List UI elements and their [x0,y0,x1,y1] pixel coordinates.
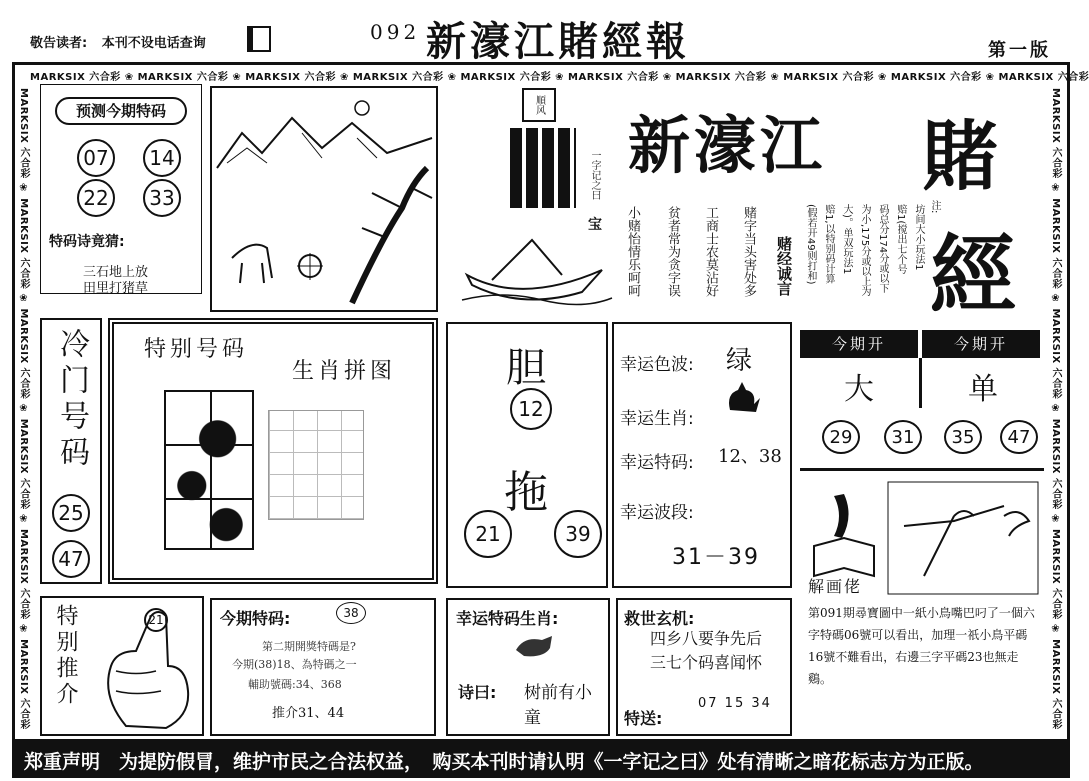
today-line: 輔助號碼:34、368 [248,678,342,691]
current-number: 31 [884,420,922,454]
hand-illustration [96,606,196,732]
lucky-zodiac-poem-label: 诗曰: [458,683,497,702]
note-col: 大)。单双玩法1 [841,204,852,275]
note-label: 注: [929,200,940,214]
current-tab: 今期开 [922,330,1040,358]
stamp-poem-block [510,128,576,208]
current-number: 29 [822,420,860,454]
forecast-number: 14 [143,139,181,177]
stamp-tag: 一字记之曰 [589,150,600,200]
finger-number: 21 [144,608,168,632]
current-number: 47 [1000,420,1038,454]
poem-label: 特码诗竟猜: [49,234,125,250]
poem-col: 赌字当头害处多 [741,206,756,297]
current-results [800,330,1040,470]
today-line: 今期(38)18、為特碼之一 [232,658,357,671]
special-box [40,596,204,736]
lucky-zodiac-poem: 树前有小童 [524,683,592,728]
poem-title: 赌经诚言 [775,236,793,296]
right-border-strip: MARKSIX 六合彩 ❀ MARKSIX 六合彩 ❀ MARKSIX 六合彩 ❀ MARKSIX 六合彩 ❀ MARKSIX 六合彩 ❀ MARKSIX 六合彩 [1050,88,1061,730]
tuo-number: 21 [464,510,512,558]
cold-number: 47 [52,540,90,578]
lucky-color-value: 绿 [726,346,753,376]
today-line: 第二期開獎特碼是? [262,640,356,653]
forecast-number: 07 [77,139,115,177]
boat-drawing [462,220,612,310]
puzzle-title: 特别号码 [144,337,249,362]
current-divider [919,358,922,408]
dan-char: 胆 [506,345,546,391]
lucky-range-value: 31－39 [672,545,760,570]
top-border-strip: MARKSIX 六合彩 ❀ MARKSIX 六合彩 ❀ MARKSIX 六合彩 ❀ MARKSIX 六合彩 ❀ MARKSIX 六合彩 ❀ MARKSIX 六合彩 ❀ MARKSIX 六合彩 ❀ MARKSIX 六合彩 ❀ MARKSIX 六合彩 ❀ MARKSIX 六合彩 [30,72,1089,83]
today-badge: 38 [336,602,366,624]
forecast-number: 22 [77,179,115,217]
note-col: 为小,175分或以上为 [859,204,870,297]
logo-line3: 經 [930,226,1016,326]
painting-title: 解画佬 [808,577,863,596]
landscape-drawing [212,88,436,310]
savior-line: 三七个码喜闻怀 [650,653,763,672]
stamp-word: 宝 [588,217,602,233]
forecast-box [40,84,202,294]
savior-line: 四乡八要争先后 [650,629,763,648]
logo-line2: 賭 [922,112,998,201]
lucky-box [612,322,792,588]
puzzle-grid [164,390,254,550]
issue-prefix: 092 [370,20,421,44]
puzzle-reference [268,410,364,520]
note-col: 赔1(搅出七个号 [895,204,906,275]
current-result: 单 [968,372,998,407]
puzzle-subtitle: 生肖拼图 [292,359,397,384]
note-col: 码总分174分或以下 [877,204,888,294]
lucky-zodiac-box [446,598,610,736]
poem-line: 田里打猪草 [83,281,149,296]
special-title: 特别推介 [53,604,78,708]
today-code-box [210,598,436,736]
stamp-badge: 順风 [522,88,556,122]
boat-stamp-illustration [462,84,612,310]
forecast-number: 33 [143,179,181,217]
current-number: 35 [944,420,982,454]
note-col: (假若开49则打和) [805,204,816,285]
poem-col: 小赌怡情乐呵呵 [625,206,640,297]
lucky-zodiac-label: 幸运生肖: [620,409,694,429]
note-col: 坊间大小玩法1 [913,204,924,271]
today-label: 今期特码: [220,609,291,628]
footer-notice: 郑重声明 为提防假冒，维护市民之合法权益， 购买本刊时请认明《一字记之曰》处有清晰之暗花标志方为正版。 [12,742,1070,778]
page-title: 新濠江賭經報 [426,19,690,65]
current-tab: 今期开 [800,330,918,358]
poem-col: 工商士农莫沾好 [703,206,718,297]
rooster-icon [722,380,762,416]
savior-label: 救世玄机: [624,609,695,628]
page-number: 第一版 [988,40,1051,61]
lucky-color-label: 幸运色波: [620,355,694,375]
notice-label: 敬告读者: [30,36,88,51]
cold-number: 25 [52,494,90,532]
zodiac-puzzle-box [108,318,438,584]
current-result: 大 [844,372,874,407]
results-rule [800,468,1044,471]
forecast-title: 预测今期特码 [55,97,187,125]
send-value: 07 15 34 [698,696,772,711]
tiger-icon [514,632,554,660]
dan-tuo-box [446,322,608,588]
poem-col: 贫者常为贪字误 [665,206,680,297]
today-line: 推介31、44 [272,706,345,721]
book-icon [247,26,271,52]
logo-line1: 新濠江 [628,109,827,182]
painting-text: 第091期尋寶圖中一紙小鳥嘴巴叼了一個六字特碼06號可以看出，加理一祇小鳥平碼16號不難看出，右邊三字平碼23也無走鷄。 [808,606,1035,686]
tuo-number: 39 [554,510,602,558]
savior-box [616,598,792,736]
lucky-code-value: 12、38 [718,446,782,467]
lucky-zodiac-label: 幸运特码生肖: [456,609,559,628]
left-border-strip: MARKSIX 六合彩 ❀ MARKSIX 六合彩 ❀ MARKSIX 六合彩 ❀ MARKSIX 六合彩 ❀ MARKSIX 六合彩 ❀ MARKSIX 六合彩 [18,88,29,730]
dan-number: 12 [510,388,552,430]
poem-line: 三石地上放 [83,265,149,280]
notice-text: 本刊不设电话查询 [101,36,206,51]
send-label: 特送: [624,709,663,728]
tuo-char: 拖 [504,467,548,518]
lucky-code-label: 幸运特码: [620,453,694,473]
note-col: 赔1,以特别码计算 [823,204,834,284]
cold-title: 冷门号码 [54,328,89,472]
cold-numbers-box [40,318,102,584]
notice [30,32,206,51]
landscape-illustration [210,86,438,312]
lucky-range-label: 幸运波段: [620,503,694,523]
